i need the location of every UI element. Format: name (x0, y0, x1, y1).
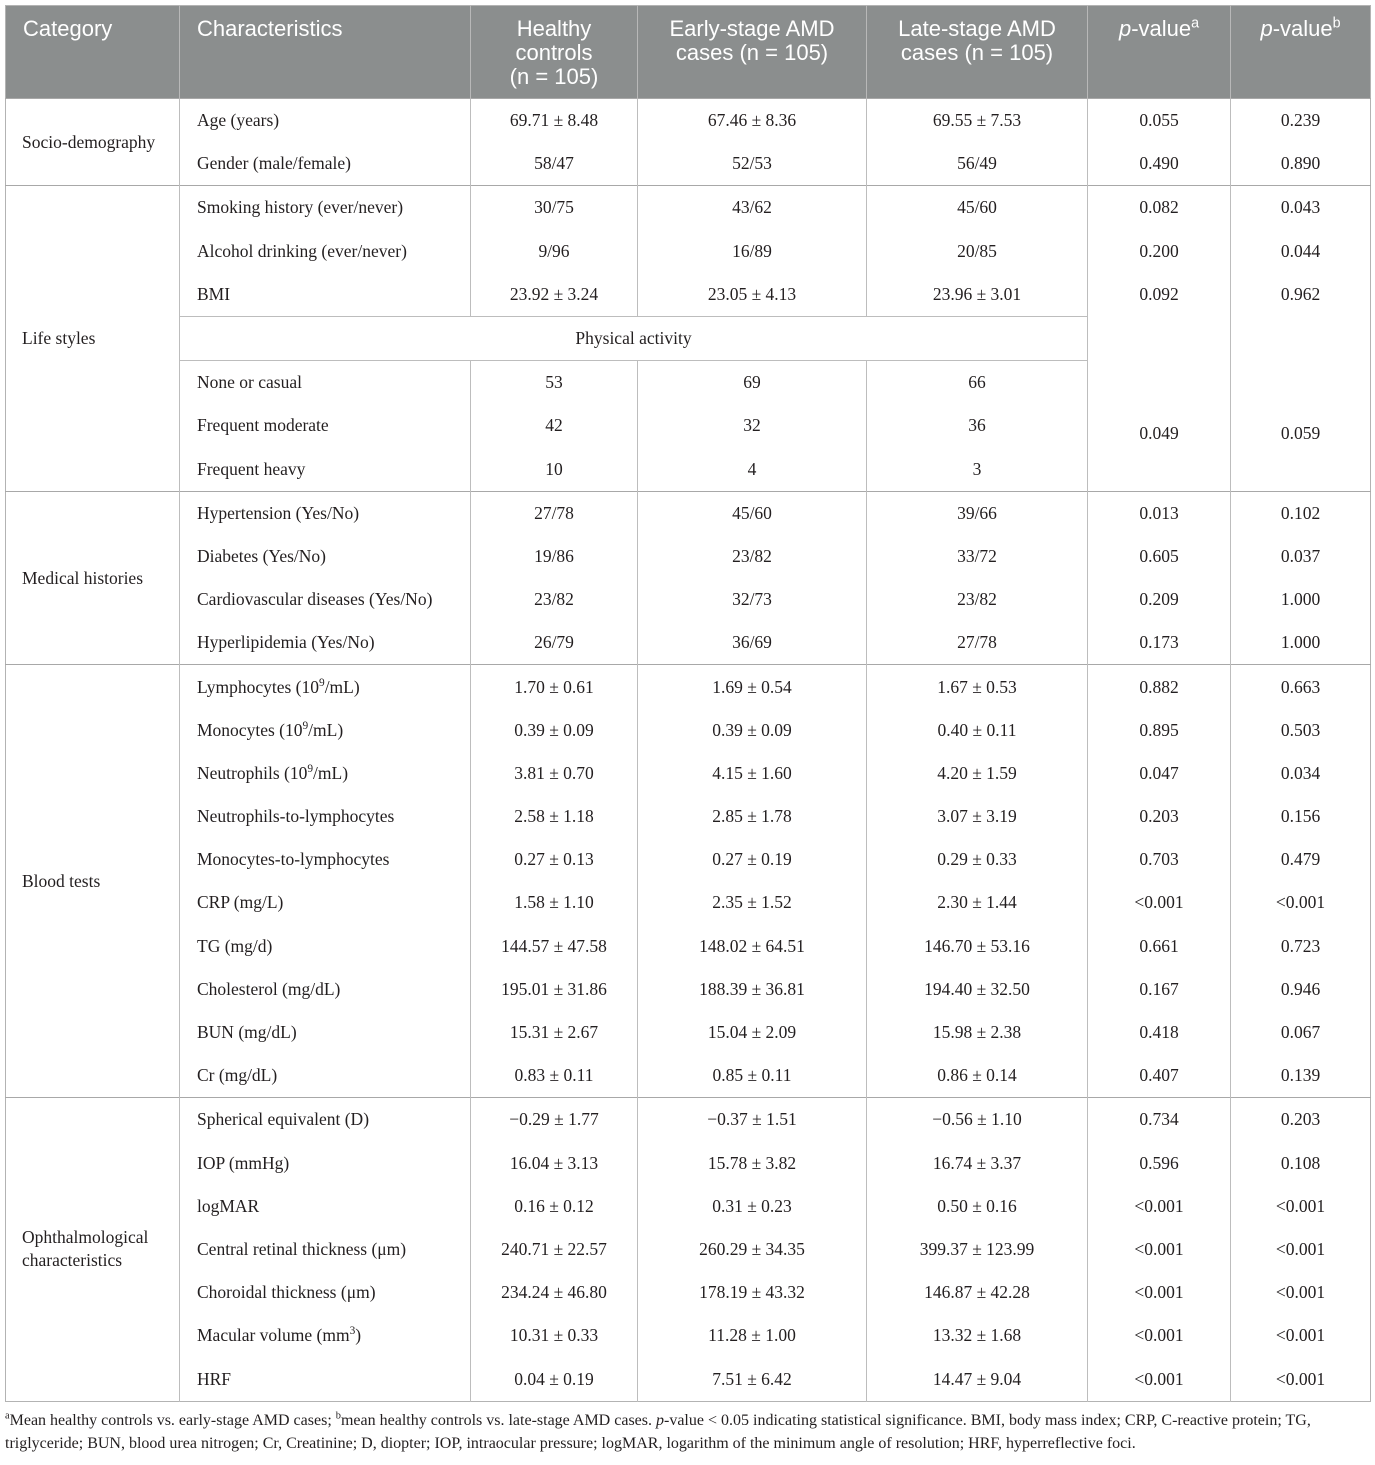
early-value: 43/62 (638, 186, 867, 230)
table-footnote: $^a$Mean healthy controls vs. early-stage AMD cases; $^b$mean healthy controls vs. late-stage AMD cases. p-value < 0.05 indicating statistical significance. BMI, body mass index; CRP, C-reactive protein; TG, triglyceride; BUN, blood urea nitrogen; Cr, Creatinine; D, diopter; IOP, intraocular pressure; logMAR, logarithm of the minimum angle of resolution; HRF, hyperreflective foci. (5, 1410, 1311, 1452)
late-value: 23.96 ± 3.01 (867, 273, 1088, 317)
header-characteristics: Characteristics (180, 6, 471, 99)
early-value: 15.78 ± 3.82 (638, 1142, 867, 1185)
early-value: 69 (638, 361, 867, 405)
late-value: 14.47 ± 9.04 (867, 1357, 1088, 1401)
early-value: 0.27 ± 0.19 (638, 838, 867, 881)
healthy-value: 0.04 ± 0.19 (471, 1357, 638, 1401)
characteristic-label: IOP (mmHg) (197, 1152, 290, 1173)
p-value-b: 0.037 (1231, 535, 1371, 578)
physical-activity-p-value-a: 0.049 (1088, 316, 1231, 491)
early-value: 2.85 ± 1.78 (638, 795, 867, 838)
healthy-value: 234.24 ± 46.80 (471, 1271, 638, 1314)
p-value-b: <0.001 (1231, 1314, 1371, 1357)
characteristic-label: Macular volume (mm (197, 1325, 350, 1346)
table-row (6, 621, 1371, 665)
p-value-a: <0.001 (1088, 1314, 1231, 1357)
p-value-a: 0.200 (1088, 230, 1231, 273)
characteristic-name (180, 1054, 471, 1098)
physical-activity-label: Physical activity (180, 316, 1088, 360)
p-value-b: <0.001 (1231, 1271, 1371, 1314)
p-value-a: 0.407 (1088, 1054, 1231, 1098)
early-value: 0.85 ± 0.11 (638, 1054, 867, 1098)
p-value-a: 0.490 (1088, 142, 1231, 186)
table-row (6, 968, 1371, 1011)
table-row (6, 1357, 1371, 1401)
early-value: 32 (638, 404, 867, 447)
healthy-value: 19/86 (471, 535, 638, 578)
late-value: 20/85 (867, 230, 1088, 273)
early-value: 32/73 (638, 578, 867, 621)
unit-suffix: /mL) (313, 762, 349, 783)
healthy-value: 0.39 ± 0.09 (471, 709, 638, 752)
p-value-a: 0.203 (1088, 795, 1231, 838)
table-row (6, 578, 1371, 621)
late-value: 0.40 ± 0.11 (867, 709, 1088, 752)
unit-suffix: ) (355, 1325, 362, 1346)
header-p-value-a: p-value$^a$ (1088, 6, 1231, 99)
p-value-b: 1.000 (1231, 621, 1371, 665)
characteristic-label: Monocytes (10 (197, 719, 303, 740)
p-value-a: 0.882 (1088, 665, 1231, 709)
characteristic-name (180, 665, 471, 709)
characteristic-label: Monocytes-to-lymphocytes (197, 849, 390, 870)
table-row (6, 1098, 1371, 1142)
characteristic-name (180, 1098, 471, 1142)
healthy-value: 23/82 (471, 578, 638, 621)
characteristic-label: Cr (mg/dL) (197, 1065, 278, 1086)
p-value-a: 0.596 (1088, 1142, 1231, 1185)
early-value: 11.28 ± 1.00 (638, 1314, 867, 1357)
p-value-b: <0.001 (1231, 881, 1371, 924)
late-value: 66 (867, 361, 1088, 405)
table-row (6, 709, 1371, 752)
early-value: 2.35 ± 1.52 (638, 881, 867, 924)
p-value-a: <0.001 (1088, 1185, 1231, 1228)
characteristic-name: None or casual (180, 361, 471, 405)
characteristic-label: TG (mg/d) (197, 935, 273, 956)
characteristic-name (180, 752, 471, 795)
table-row (6, 1314, 1371, 1357)
characteristic-name (180, 1271, 471, 1314)
header-healthy-controls: Healthy controls (n = 105) (471, 6, 638, 99)
characteristic-label: Neutrophils (10 (197, 762, 308, 783)
table-row (6, 1142, 1371, 1185)
late-value: 23/82 (867, 578, 1088, 621)
table-row (6, 186, 1371, 230)
unit-exponent: 3 (349, 1325, 356, 1338)
characteristic-label: Choroidal thickness (μm) (197, 1282, 376, 1303)
early-value: 188.39 ± 36.81 (638, 968, 867, 1011)
p-value-a: 0.703 (1088, 838, 1231, 881)
characteristic-name (180, 1357, 471, 1401)
late-value: 146.87 ± 42.28 (867, 1271, 1088, 1314)
late-value: 399.37 ± 123.99 (867, 1228, 1088, 1271)
p-value-b: 0.067 (1231, 1011, 1371, 1054)
characteristic-name: Frequent heavy (180, 448, 471, 492)
early-value: 0.31 ± 0.23 (638, 1185, 867, 1228)
characteristic-name: Hypertension (Yes/No) (180, 491, 471, 535)
characteristic-name: Diabetes (Yes/No) (180, 535, 471, 578)
early-value: 0.39 ± 0.09 (638, 709, 867, 752)
table-row (6, 230, 1371, 273)
late-value: 0.29 ± 0.33 (867, 838, 1088, 881)
p-value-a: <0.001 (1088, 1271, 1231, 1314)
p-value-b: 0.139 (1231, 1054, 1371, 1098)
early-value: 23.05 ± 4.13 (638, 273, 867, 317)
early-value: 45/60 (638, 491, 867, 535)
p-value-b: 0.156 (1231, 795, 1371, 838)
table-row (6, 1185, 1371, 1228)
late-value: 0.86 ± 0.14 (867, 1054, 1088, 1098)
late-value: 27/78 (867, 621, 1088, 665)
p-value-b: 0.239 (1231, 99, 1371, 143)
healthy-value: 15.31 ± 2.67 (471, 1011, 638, 1054)
characteristic-label: Central retinal thickness (μm) (197, 1238, 407, 1259)
p-value-b: 0.044 (1231, 230, 1371, 273)
unit-suffix: /mL) (308, 719, 344, 740)
characteristic-name: BMI (180, 273, 471, 317)
p-value-b: 0.890 (1231, 142, 1371, 186)
late-value: 36 (867, 404, 1088, 447)
late-value: 13.32 ± 1.68 (867, 1314, 1088, 1357)
table-row (6, 665, 1371, 709)
category-medical: Medical histories (6, 491, 180, 665)
characteristic-name: Gender (male/female) (180, 142, 471, 186)
early-value: 67.46 ± 8.36 (638, 99, 867, 143)
unit-exponent: 9 (302, 719, 309, 732)
p-value-b: 0.946 (1231, 968, 1371, 1011)
characteristic-label: CRP (mg/L) (197, 892, 284, 913)
table-row (6, 535, 1371, 578)
healthy-value: 10 (471, 448, 638, 492)
characteristic-label: Lymphocytes (10 (197, 676, 319, 697)
early-value: 52/53 (638, 142, 867, 186)
healthy-value: 23.92 ± 3.24 (471, 273, 638, 317)
healthy-value: 144.57 ± 47.58 (471, 925, 638, 968)
characteristic-name (180, 1011, 471, 1054)
late-value: 39/66 (867, 491, 1088, 535)
characteristic-name (180, 1142, 471, 1185)
p-value-b: 0.034 (1231, 752, 1371, 795)
p-value-b: 0.203 (1231, 1098, 1371, 1142)
characteristic-label: logMAR (197, 1195, 260, 1216)
healthy-value: 58/47 (471, 142, 638, 186)
healthy-value: 195.01 ± 31.86 (471, 968, 638, 1011)
unit-suffix: /mL) (324, 676, 360, 697)
p-value-a: 0.418 (1088, 1011, 1231, 1054)
header-p-value-b: p-value$^b$ (1231, 6, 1371, 99)
p-value-a: <0.001 (1088, 881, 1231, 924)
p-value-a: 0.895 (1088, 709, 1231, 752)
late-value: 3 (867, 448, 1088, 492)
characteristic-name: Age (years) (180, 99, 471, 143)
characteristic-name: Alcohol drinking (ever/never) (180, 230, 471, 273)
table-row (6, 99, 1371, 143)
p-value-a: 0.047 (1088, 752, 1231, 795)
healthy-value: 69.71 ± 8.48 (471, 99, 638, 143)
late-value: 69.55 ± 7.53 (867, 99, 1088, 143)
characteristic-label: Cholesterol (mg/dL) (197, 978, 341, 999)
characteristic-name (180, 1228, 471, 1271)
category-life: Life styles (6, 186, 180, 491)
healthy-value: 0.83 ± 0.11 (471, 1054, 638, 1098)
table-row (6, 1011, 1371, 1054)
characteristic-name (180, 709, 471, 752)
unit-exponent: 9 (319, 676, 325, 689)
p-value-b: 0.663 (1231, 665, 1371, 709)
late-value: 16.74 ± 3.37 (867, 1142, 1088, 1185)
late-value: 33/72 (867, 535, 1088, 578)
characteristic-name: Frequent moderate (180, 404, 471, 447)
p-value-a: <0.001 (1088, 1357, 1231, 1401)
p-value-b: 1.000 (1231, 578, 1371, 621)
physical-activity-p-value-b: 0.059 (1231, 316, 1371, 491)
characteristics-table (5, 5, 1371, 1402)
late-value: 0.50 ± 0.16 (867, 1185, 1088, 1228)
p-value-b: 0.102 (1231, 491, 1371, 535)
p-value-b: 0.479 (1231, 838, 1371, 881)
p-value-b: 0.043 (1231, 186, 1371, 230)
p-value-b: <0.001 (1231, 1357, 1371, 1401)
healthy-value: 240.71 ± 22.57 (471, 1228, 638, 1271)
early-value: −0.37 ± 1.51 (638, 1098, 867, 1142)
category-socio: Socio-demography (6, 99, 180, 186)
p-value-a: 0.013 (1088, 491, 1231, 535)
category-blood: Blood tests (6, 665, 180, 1098)
characteristic-name: Hyperlipidemia (Yes/No) (180, 621, 471, 665)
late-value: 4.20 ± 1.59 (867, 752, 1088, 795)
table-row (6, 1054, 1371, 1098)
characteristic-name (180, 838, 471, 881)
p-value-b: 0.503 (1231, 709, 1371, 752)
healthy-value: 10.31 ± 0.33 (471, 1314, 638, 1357)
p-value-a: 0.167 (1088, 968, 1231, 1011)
table-row (6, 752, 1371, 795)
p-value-a: 0.734 (1088, 1098, 1231, 1142)
late-value: 194.40 ± 32.50 (867, 968, 1088, 1011)
p-value-b: 0.723 (1231, 925, 1371, 968)
p-value-a: <0.001 (1088, 1228, 1231, 1271)
physical-activity-row (6, 316, 1371, 360)
early-value: 4 (638, 448, 867, 492)
category-ophtha: Ophthalmological characteristics (6, 1098, 180, 1401)
healthy-value: 16.04 ± 3.13 (471, 1142, 638, 1185)
early-value: 4.15 ± 1.60 (638, 752, 867, 795)
healthy-value: 0.27 ± 0.13 (471, 838, 638, 881)
characteristic-name (180, 795, 471, 838)
healthy-value: 26/79 (471, 621, 638, 665)
table-row (6, 881, 1371, 924)
table-row (6, 925, 1371, 968)
characteristic-name: Cardiovascular diseases (Yes/No) (180, 578, 471, 621)
p-value-a: 0.082 (1088, 186, 1231, 230)
late-value: 15.98 ± 2.38 (867, 1011, 1088, 1054)
healthy-value: 42 (471, 404, 638, 447)
p-value-b: <0.001 (1231, 1185, 1371, 1228)
late-value: 3.07 ± 3.19 (867, 795, 1088, 838)
characteristic-name (180, 925, 471, 968)
late-value: 56/49 (867, 142, 1088, 186)
characteristic-label: Spherical equivalent (D) (197, 1109, 370, 1130)
p-value-b: <0.001 (1231, 1228, 1371, 1271)
table-row (6, 1228, 1371, 1271)
healthy-value: 1.70 ± 0.61 (471, 665, 638, 709)
p-value-a: 0.173 (1088, 621, 1231, 665)
characteristic-label: Neutrophils-to-lymphocytes (197, 806, 395, 827)
early-value: 1.69 ± 0.54 (638, 665, 867, 709)
p-value-a: 0.055 (1088, 99, 1231, 143)
late-value: −0.56 ± 1.10 (867, 1098, 1088, 1142)
characteristic-name (180, 881, 471, 924)
early-value: 23/82 (638, 535, 867, 578)
early-value: 15.04 ± 2.09 (638, 1011, 867, 1054)
header-late-stage: Late-stage AMD cases (n = 105) (867, 6, 1088, 99)
p-value-a: 0.661 (1088, 925, 1231, 968)
early-value: 260.29 ± 34.35 (638, 1228, 867, 1271)
header-early-stage: Early-stage AMD cases (n = 105) (638, 6, 867, 99)
healthy-value: 27/78 (471, 491, 638, 535)
late-value: 146.70 ± 53.16 (867, 925, 1088, 968)
characteristic-name (180, 968, 471, 1011)
healthy-value: −0.29 ± 1.77 (471, 1098, 638, 1142)
healthy-value: 2.58 ± 1.18 (471, 795, 638, 838)
table-row (6, 838, 1371, 881)
header-row (6, 6, 1371, 99)
healthy-value: 9/96 (471, 230, 638, 273)
characteristic-name (180, 1185, 471, 1228)
late-value: 45/60 (867, 186, 1088, 230)
late-value: 1.67 ± 0.53 (867, 665, 1088, 709)
p-value-a: 0.092 (1088, 273, 1231, 317)
p-value-a: 0.605 (1088, 535, 1231, 578)
characteristic-label: BUN (mg/dL) (197, 1022, 297, 1043)
p-value-b: 0.962 (1231, 273, 1371, 317)
header-category: Category (6, 6, 180, 99)
early-value: 16/89 (638, 230, 867, 273)
late-value: 2.30 ± 1.44 (867, 881, 1088, 924)
characteristic-name: Smoking history (ever/never) (180, 186, 471, 230)
table-row (6, 142, 1371, 186)
healthy-value: 1.58 ± 1.10 (471, 881, 638, 924)
table-row (6, 491, 1371, 535)
characteristic-label: HRF (197, 1368, 232, 1389)
healthy-value: 53 (471, 361, 638, 405)
early-value: 178.19 ± 43.32 (638, 1271, 867, 1314)
healthy-value: 0.16 ± 0.12 (471, 1185, 638, 1228)
healthy-value: 3.81 ± 0.70 (471, 752, 638, 795)
early-value: 36/69 (638, 621, 867, 665)
unit-exponent: 9 (307, 763, 314, 776)
table-row (6, 273, 1371, 317)
characteristic-name (180, 1314, 471, 1357)
table-row (6, 795, 1371, 838)
p-value-b: 0.108 (1231, 1142, 1371, 1185)
early-value: 148.02 ± 64.51 (638, 925, 867, 968)
p-value-a: 0.209 (1088, 578, 1231, 621)
early-value: 7.51 ± 6.42 (638, 1357, 867, 1401)
table-row (6, 1271, 1371, 1314)
healthy-value: 30/75 (471, 186, 638, 230)
